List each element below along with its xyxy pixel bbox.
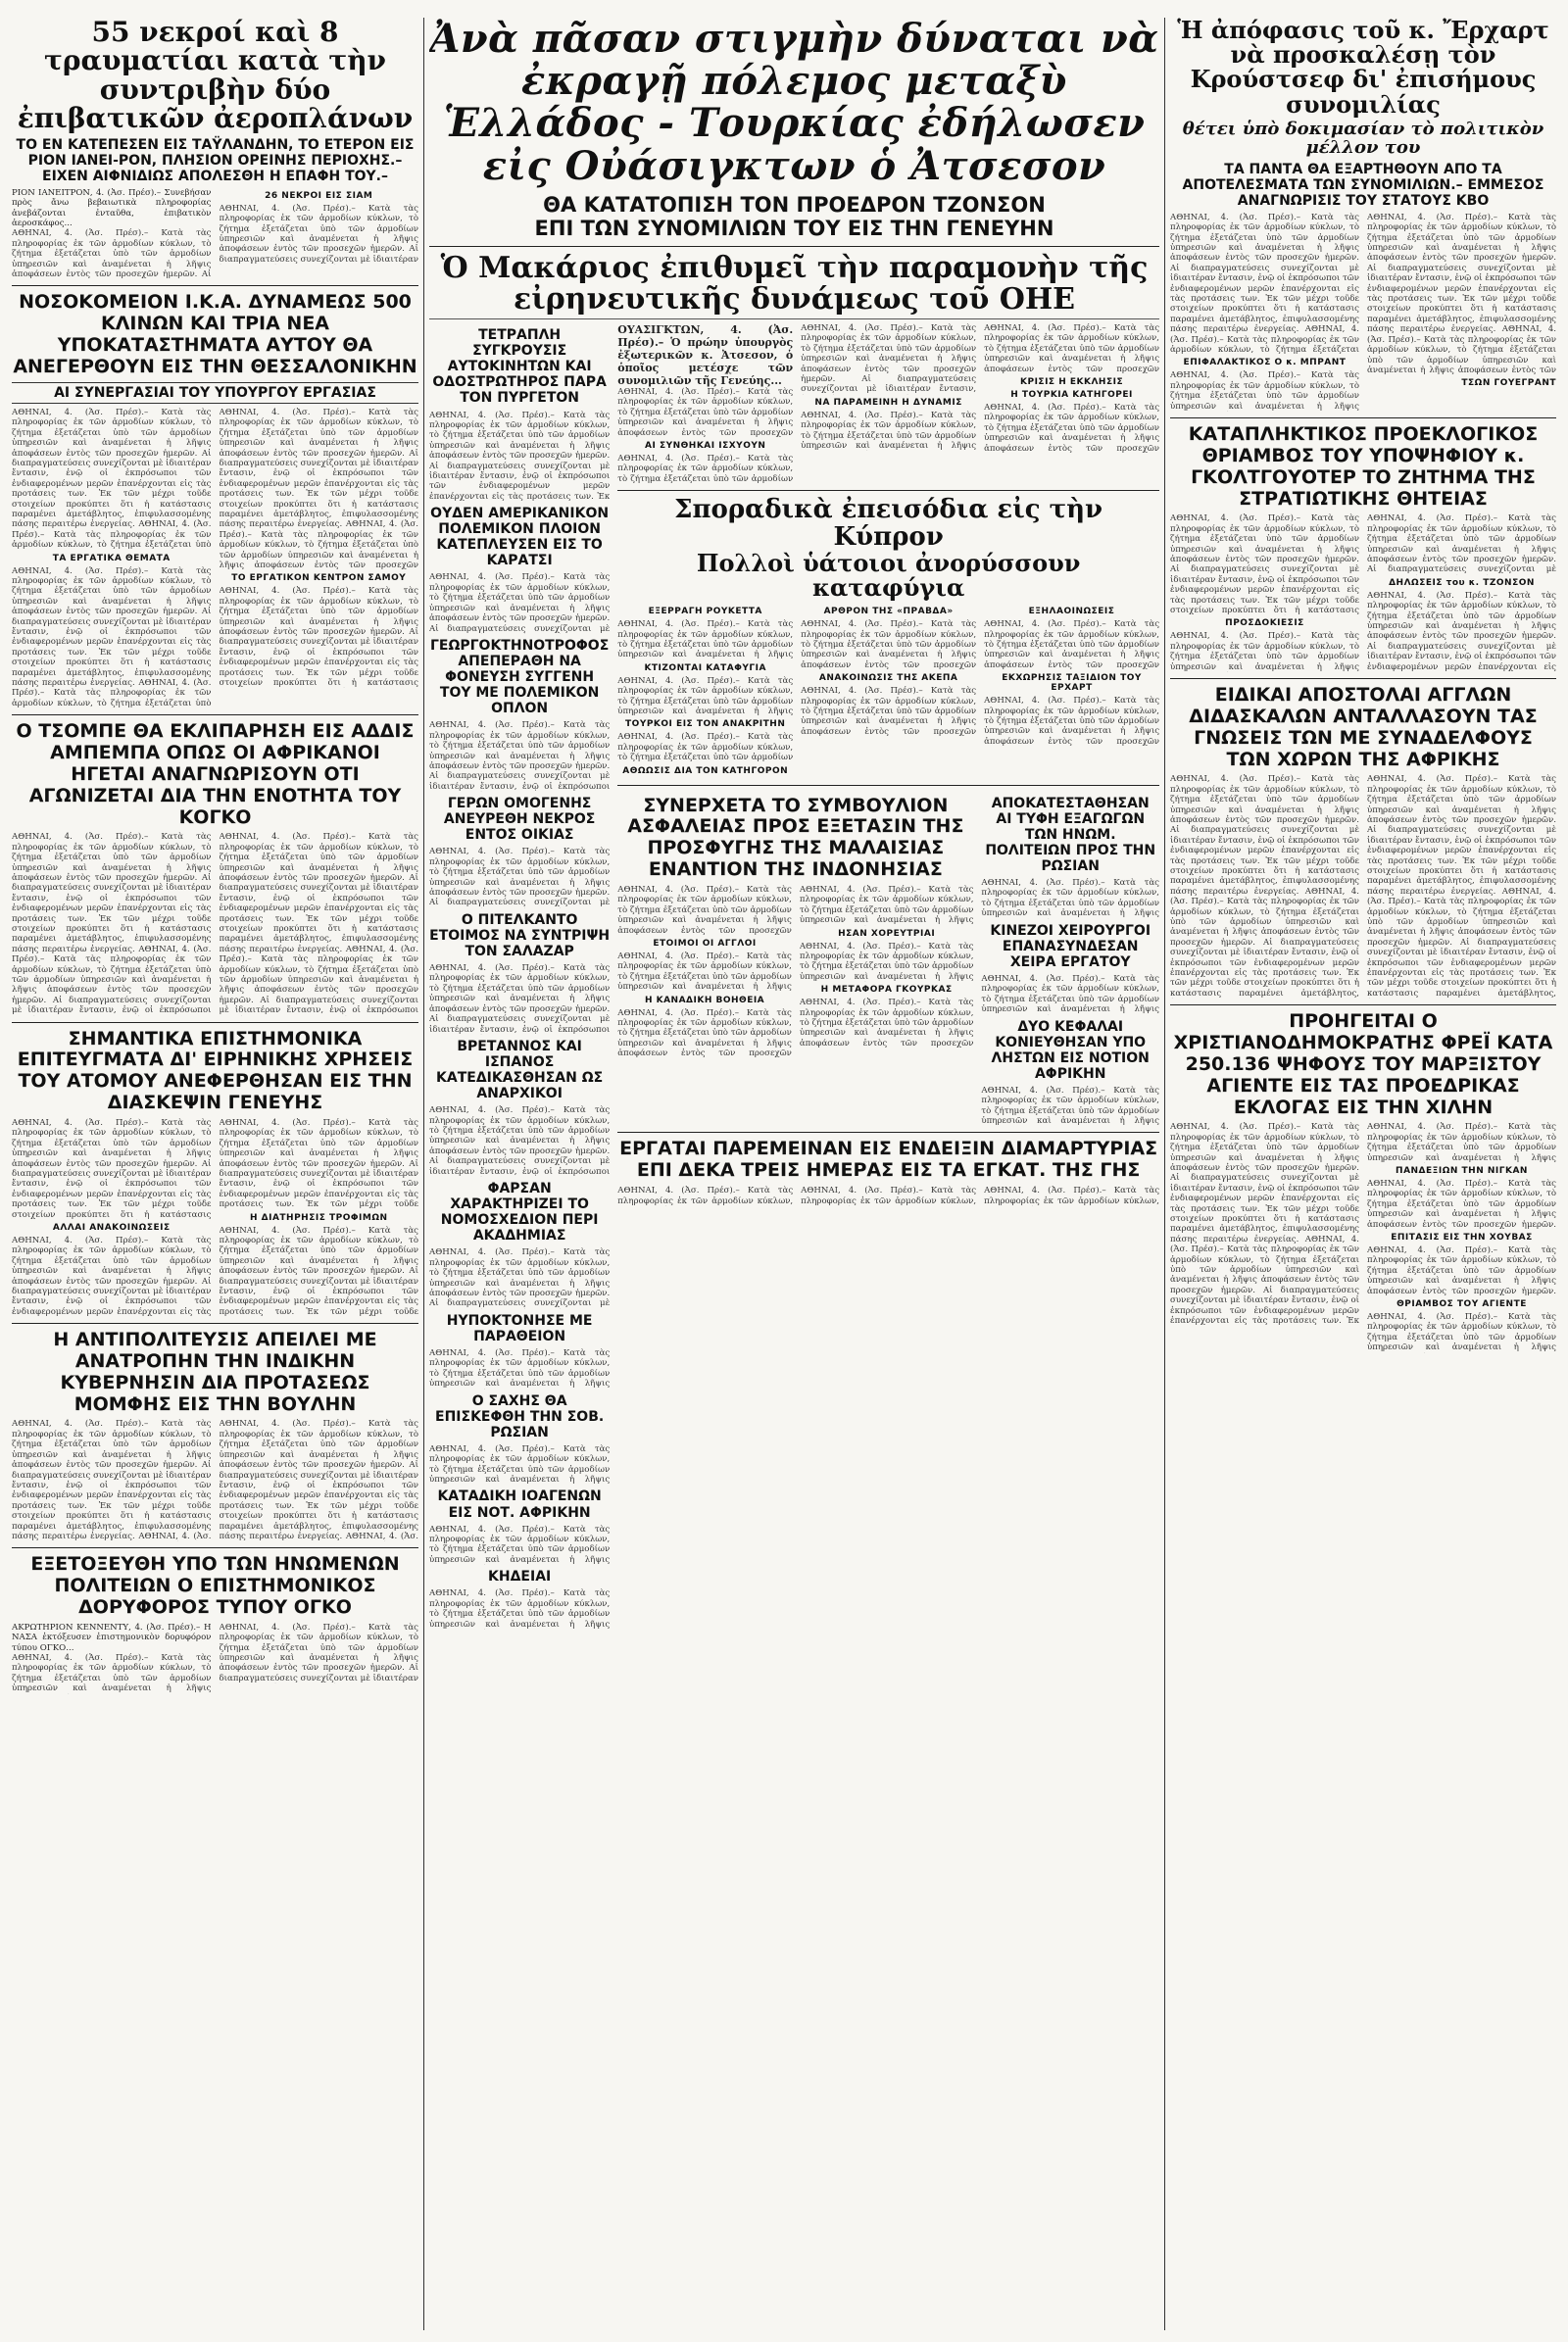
headline-india-opposition: Η ΑΝΤΙΠΟΛΙΤΕΥΣΙΣ ΑΠΕΙΛΕΙ ΜΕ ΑΝΑΤΡΟΠΗΝ ΤΗΝ ΙΝΔΙΚΗΝ ΚΥΒΕΡΝΗΣΙΝ ΔΙΑ ΠΡΟΤΑΣΕΩΣ ΜΟΜΦΗΣ ΕΙΣ ΤΗΝ ΒΟΥΛΗΝ <box>53 1329 377 1415</box>
column-left <box>12 18 418 2330</box>
article-filler: ΑΘΗΝΑΙ, 4. (Ἀσ. Πρέσ).– Κατὰ τὰς πληροφορίας ἐκ τῶν ἁρμοδίων κύκλων, τὸ ζήτημα ἐξετάζεται ὑπὸ τῶν ἀρμοδίων ὑπηρεσιῶν καὶ ἀναμένεται ἡ λῆψις ἀποφάσεων ἐντὸς τῶν προσεχῶν ἡμερῶν. Αἱ διαπραγματεύσεις συνεχίζονται μὲ ἰδιαιτέραν ἔντασιν, ἐνῷ οἱ ἐκπρόσωποι τῶν ἐνδιαφερομένων μερῶν ἐπανέρχονται εἰς τὰς προτάσεις των. Ἐκ τῶν μέχρι τοῦδε <box>219 1117 418 1210</box>
section-food-preservation: Η ΔΙΑΤΗΡΗΣΙΣ ΤΡΟΦΙΜΩΝ <box>249 1212 388 1223</box>
section-dancers: ΗΣΑΝ ΧΟΡΕΥΤΡΙΑΙ <box>838 928 936 939</box>
article-filler: ΑΘΗΝΑΙ, 4. (Ἀσ. Πρέσ).– Κατὰ τὰς πληροφορίας ἐκ τῶν ἁρμοδίων κύκλων, τὸ ζήτημα ἐξετάζεται ὑπὸ τῶν ἀρμοδίων ὑπηρεσιῶν καὶ ἀναμένεται ἡ λῆψις ἀποφάσεων ἐντὸς τῶν προσεχῶν ἡμερῶν. Αἱ διαπραγματεύσεις συνεχίζονται μὲ ἰδιαιτέραν ἔντασιν, ἐνῷ οἱ ἐκπρόσωποι τῶν ἐνδιαφερομένων μερῶν ἐπανέρχονται εἰς τὰς προτάσεις των. Ἐκ τῶν μέχρι τοῦδε στοιχείων προκύπτει ὅτι ἡ κατάστασις παραμένει ἀμετάβλητος, ἐπιφυλασσομένης πάσης περαιτέρω ἐνεργείας. ΑΘΗΝΑΙ, 4. (Ἀσ. Πρέσ).– Κατὰ τὰς πληροφορίας ἐκ τῶν ἁρμοδίων κύκλων, τὸ ζήτημα ἐξετάζεται ὑπὸ <box>12 407 212 551</box>
article-filler: ΑΘΗΝΑΙ, 4. (Ἀσ. Πρέσ).– Κατὰ τὰς πληροφορίας ἐκ τῶν ἁρμοδίων κύκλων, τὸ ζήτημα ἐξετάζεται ὑπὸ τῶν ἀρμοδίων ὑπηρεσιῶν καὶ ἀναμένεται ἡ λῆψις ἀποφάσεων ἐντὸς τῶν προσεχῶν ἡμερῶν. Αἱ διαπραγματεύσεις συνεχίζονται μὲ ἰδιαιτέραν <box>219 1622 418 1683</box>
headline-exports-russia: ΑΠΟΚΑΤΕΣΤΑΘΗΣΑΝ ΑΙ ΤΥΦΗ ΕΞΑΓΩΓΩΝ ΤΩΝ ΗΝΩΜ. ΠΟΛΙΤΕΙΩΝ ΠΡΟΣ ΤΗΝ ΡΩΣΙΑΝ <box>985 795 1156 874</box>
subhead-cyprus-shelters: Πολλοὶ ὑάτοιοι ἀνορύσσουν καταφύγια <box>696 548 1081 602</box>
section-force-stay: ΝΑ ΠΑΡΑΜΕΙΝΗ Η ΔΥΝΑΜΙΣ <box>814 397 962 408</box>
section-allende-triumph: ΘΡΙΑΜΒΟΣ ΤΟΥ ΑΓΙΕΝΤΕ <box>1396 1298 1527 1309</box>
article-filler: ΑΘΗΝΑΙ, 4. (Ἀσ. Πρέσ).– Κατὰ τὰς πληροφορίας ἐκ τῶν ἁρμοδίων κύκλων, τὸ ζήτημα ἐξετάζεται ὑπὸ τῶν ἀρμοδίων ὑπηρεσιῶν καὶ ἀναμένεται ἡ λῆψις ἀποφάσεων ἐντὸς τῶν προσεχῶν ἡμερῶν. Αἱ διαπραγματεύσεις συνεχίζονται μὲ ἰδιαιτέραν ἔντασιν, ἐνῷ οἱ ἐκπρόσωποι τῶν ἐνδιαφερομένων μερῶν ἐπανέρχονται εἰς τὰς προτάσεις των. Ἐκ τῶν μέχρι τοῦδε στοιχείων προκύπτει ὅτι ἡ κατάστασις παραμένει ἀμετάβλητος, ἐπιφυλασσομένης πάσης περαιτέρω ἐνεργείας. ΑΘΗΝΑΙ, 4. (Ἀσ. <box>12 1419 212 1541</box>
headline-old-man: ΓΕΡΩΝ ΟΜΟΓΕΝΗΣ ΑΝΕΥΡΕΘΗ ΝΕΚΡΟΣ ΕΝΤΟΣ ΟΙΚΙΑΣ <box>443 796 596 844</box>
headline-hospital: ΝΟΣΟΚΟΜΕΙΟΝ Ι.Κ.Α. ΔΥΝΑΜΕΩΣ 500 ΚΛΙΝΩΝ ΚΑΙ ΤΡΙΑ ΝΕΑ ΥΠΟΚΑΤΑΣΤΗΜΑΤΑ ΑΥΤΟΥ ΘΑ ΑΝΕΓΕΡΘΟΥΝ ΕΙΣ ΤΗΝ ΘΕΣΣΑΛΟΝΙΚΗΝ <box>13 291 417 377</box>
section-samos-center: ΤΟ ΕΡΓΑΤΙΚΟΝ ΚΕΝΤΡΟΝ ΣΑΜΟΥ <box>231 573 407 584</box>
headline-poison: ΗΥΠΟΚΤΟΝΗΣΕ ΜΕ ΠΑΡΑΘΕΙΟΝ <box>446 1312 593 1344</box>
section-brandt: ΕΠΙΦΑΛΑΚΤΙΚΟΣ Ο κ. ΜΠΡΑΝΤ <box>1183 358 1347 368</box>
center-right-subcolumn <box>617 323 1159 1630</box>
section-expectations: ΠΡΟΣΔΟΚΙΕΣΙΣ <box>1225 618 1304 629</box>
headline-shah-visit: Ο ΣΑΧΗΣ ΘΑ ΕΠΙΣΚΕΦΘΗ ΤΗΝ ΣΟΒ. ΡΩΣΙΑΝ <box>435 1392 605 1440</box>
headline-salazar: Ο ΠΙΤΕΛΚΑΝΤΟ ΕΤΟΙΜΟΣ ΝΑ ΣΥΝΤΡΙΨΗ ΤΟΝ ΣΑΛΑΖΑΡ <box>429 911 611 959</box>
headline-ogo-satellite: ΕΞΕΤΟΞΕΥΘΗ ΥΠΟ ΤΩΝ ΗΝΩΜΕΝΩΝ ΠΟΛΙΤΕΙΩΝ Ο ΕΠΙΣΤΗΜΟΝΙΚΟΣ ΔΟΡΥΦΟΡΟΣ ΤΥΠΟΥ ΟΓΚΟ <box>30 1553 400 1618</box>
center-left-subcolumn <box>429 323 610 1630</box>
article-filler: ΑΘΗΝΑΙ, 4. (Ἀσ. Πρέσ).– Κατὰ τὰς πληροφορίας ἐκ τῶν ἁρμοδίων κύκλων, <box>617 1186 794 1206</box>
article-filler: ΑΘΗΝΑΙ, 4. (Ἀσ. Πρέσ).– Κατὰ τὰς πληροφορίας ἐκ τῶν ἁρμοδίων κύκλων, τὸ ζήτημα ἐξετάζεται ὑπὸ τῶν ἀρμοδίων ὑπηρεσιῶν καὶ ἀναμένεται ἡ λῆψις <box>799 884 974 926</box>
article-filler: ΑΘΗΝΑΙ, 4. (Ἀσ. Πρέσ).– Κατὰ τὰς πληροφορίας ἐκ τῶν ἁρμοδίων κύκλων, τὸ ζήτημα ἐξετάζεται ὑπὸ τῶν ἀρμοδίων <box>617 732 794 763</box>
headline-surgeons: ΚΙΝΕΖΟΙ ΧΕΙΡΟΥΡΓΟΙ ΕΠΑΝΑΣΥΝΔΕΣΑΝ ΧΕΙΡΑ ΕΡΓΑΤΟΥ <box>990 922 1152 970</box>
section-british-ready: ΕΤΟΙΜΟΙ ΟΙ ΑΓΓΛΟΙ <box>653 938 757 949</box>
article-filler: ΑΘΗΝΑΙ, 4. (Ἀσ. Πρέσ).– Κατὰ τὰς πληροφορίας ἐκ τῶν ἁρμοδίων κύκλων, τὸ ζήτημα ἐξετάζεται ὑπὸ τῶν ἀρμοδίων ὑπηρεσιῶν καὶ ἀναμένεται ἡ λῆψις ἀποφάσεων ἐντὸς τῶν προσεχῶν ἡμερῶν. Αἱ διαπραγματεύσεις συνεχίζονται μὲ ἰδιαιτέραν ἔντασιν, ἐνῷ οἱ ἐκπρόσωποι τῶν ἐνδιαφερομένων μερῶν ἐπανέρχονται εἰς <box>1367 590 1556 672</box>
article-filler: ΑΘΗΝΑΙ, 4. (Ἀσ. Πρέσ).– Κατὰ τὰς πληροφορίας ἐκ τῶν ἁρμοδίων κύκλων, τὸ ζήτημα ἐξετάζεται ὑπὸ τῶν ἀρμοδίων ὑπηρεσιῶν καὶ ἀναμένεται ἡ λῆψις ἀποφάσεων ἐντὸς τῶν προσεχῶν <box>617 884 792 936</box>
headline-security-council: ΣΥΝΕΡΧΕΤΑ ΤΟ ΣΥΜΒΟΥΛΙΟΝ ΑΣΦΑΛΕΙΑΣ ΠΡΟΣ ΕΞΕΤΑΣΙΝ ΤΗΣ ΠΡΟΣΦΥΓΗΣ ΤΗΣ ΜΑΛΑΙΣΙΑΣ ΕΝΑΝΤΙΟΝ ΤΗΣ ΙΝΔΟΝΗΣΙΑΣ <box>627 794 964 881</box>
section-shelters: ΚΤΙΖΟΝΤΑΙ ΚΑΤΑΦΥΓΙΑ <box>644 662 766 673</box>
article-filler: ΑΘΗΝΑΙ, 4. (Ἀσ. Πρέσ).– Κατὰ τὰς πληροφορίας ἐκ τῶν ἁρμοδίων κύκλων, τὸ ζήτημα ἐξετάζεται ὑπὸ τῶν ἀρμοδίων <box>617 454 794 484</box>
article-acheson-body: ΟΥΑΣΙΓΚΤΩΝ, 4. (Ἀσ. Πρέσ).– Ὁ πρώην ὑπουργὸς ἐξωτερικῶν κ. Ἀτσεσον, ὁ ὁποῖος μετέσχε τῶν συνομιλιῶν τῆς Γενεύης... <box>617 323 794 388</box>
section-akepa: ΑΝΑΚΟΙΝΩΣΙΣ ΤΗΣ ΑΚΕΠΑ <box>818 673 958 684</box>
headline-anarchists: ΒΡΕΤΑΝΝΟΣ ΚΑΙ ΙΣΠΑΝΟΣ ΚΑΤΕΔΙΚΑΣΘΗΣΑΝ ΩΣ ΑΝΑΡΧΙΚΟΙ <box>436 1038 604 1102</box>
article-filler: ΑΘΗΝΑΙ, 4. (Ἀσ. Πρέσ).– Κατὰ τὰς πληροφορίας ἐκ τῶν ἁρμοδίων κύκλων, <box>801 1186 977 1206</box>
article-filler: ΑΘΗΝΑΙ, 4. (Ἀσ. Πρέσ).– Κατὰ τὰς πληροφορίας ἐκ τῶν ἁρμοδίων κύκλων, τὸ ζήτημα ἐξετάζεται ὑπὸ τῶν ἀρμοδίων ὑπηρεσιῶν καὶ ἀναμένεται ἡ λῆψις ἀποφάσεων ἐντὸς τῶν προσεχῶν ἡμερῶν. Αἱ διαπραγματεύσεις συνεχίζονται μὲ ἰδιαιτέραν ἔντασιν, ἐνῷ οἱ ἐκπρόσωποι τῶν ἐνδιαφερομένων μερῶν ἐπανέρχονται εἰς τὰς προτάσεις των. Ἐκ τῶν μέχρι τοῦδε στοιχείων προκύπτει ὅτι ἡ κατάστασις παραμένει ἀμετάβλητος, ἐπιφυλασσομένης πάσης περαιτέρω ἐνεργείας. ΑΘΗΝΑΙ, 4. (Ἀσ. Πρέσ).– Κατὰ τὰς πληροφορίας ἐκ τῶν ἁρμοδίων κύκλων, τὸ ζήτημα ἐξετάζεται ὑπὸ <box>12 565 212 708</box>
article-filler: ΑΘΗΝΑΙ, 4. (Ἀσ. Πρέσ).– Κατὰ τὰς πληροφορίας ἐκ τῶν ἁρμοδίων κύκλων, τὸ ζήτημα ἐξετάζεται ὑπὸ τῶν ἀρμοδίων ὑπηρεσιῶν καὶ ἀναμένεται ἡ λῆψις <box>429 1443 611 1486</box>
article-filler: ΑΘΗΝΑΙ, 4. (Ἀσ. Πρέσ).– Κατὰ τὰς πληροφορίας ἐκ τῶν ἁρμοδίων κύκλων, τὸ ζήτημα ἐξετάζεται ὑπὸ τῶν ἀρμοδίων ὑπηρεσιῶν καὶ ἀναμένεται ἡ λῆψις ἀποφάσεων ἐντὸς τῶν προσεχῶν ἡμερῶν. Αἱ διαπραγματεύσεις συνεχίζονται μὲ <box>429 572 611 634</box>
section-johnson-statements: ΔΗΛΩΣΕΙΣ του κ. ΤΖΟΝΣΟΝ <box>1389 577 1535 588</box>
article-filler: ΑΘΗΝΑΙ, 4. (Ἀσ. Πρέσ).– Κατὰ τὰς πληροφορίας ἐκ τῶν ἁρμοδίων κύκλων, τὸ ζήτημα ἐξετάζεται ὑπὸ τῶν ἀρμοδίων ὑπηρεσιῶν καὶ ἀναμένεται ἡ λῆψις ἀποφάσεων ἐντὸς τῶν προσεχῶν ἡμερῶν. Αἱ διαπραγματεύσεις συνεχίζονται μὲ ἰδιαιτέραν ἔντασιν, ἐνῷ οἱ ἐκπρόσωποι τῶν ἐνδιαφερομένων μερῶν ἐπανέρχονται εἰς τὰς προτάσεις των. Ἐκ τῶν μέχρι τοῦδε στοιχείων προκύπτει ὅτι ἡ κατάστασις παραμένει ἀμετάβλητος, ἐπιφυλασσομένης πάσης περαιτέρω ἐνεργείας. ΑΘΗΝΑΙ, 4. (Ἀσ. Πρέσ).– Κατὰ τὰς πληροφορίας ἐκ τῶν ἁρμοδίων κύκλων, τὸ ζήτημα ἐξετάζεται ὑπὸ τῶν ἀρμοδίων ὑπηρεσιῶν καὶ ἀναμένεται ἡ λῆψις ἀποφάσεων ἐντὸς τῶν προσεχῶν ἡμερῶν. Αἱ διαπραγματεύσεις συνεχίζονται μὲ ἰδιαιτέραν ἔντασιν, ἐνῷ οἱ ἐκπρόσωποι <box>12 832 212 1016</box>
article-filler: ΑΘΗΝΑΙ, 4. (Ἀσ. Πρέσ).– Κατὰ τὰς πληροφορίας ἐκ τῶν ἁρμοδίων κύκλων, τὸ ζήτημα ἐξετάζεται ὑπὸ τῶν ἀρμοδίων ὑπηρεσιῶν καὶ ἀναμένεται ἡ λῆψις ἀποφάσεων ἐντὸς τῶν προσεχῶν ἡμερῶν. Αἱ διαπραγματεύσεις συνεχίζονται μὲ ἰδιαιτέραν ἔντασιν, ἐνῷ οἱ ἐκπρόσωποι τῶν ἐνδιαφερομένων μερῶν ἐπανέρχονται εἰς τὰς προτάσεις των. Ἐκ τῶν μέχρι τοῦδε στοιχείων προκύπτει ὅτι ἡ κατάστασις παραμένει ἀμετάβλητος, ἐπιφυλασσομένης πάσης περαιτέρω ἐνεργείας. ΑΘΗΝΑΙ, 4. (Ἀσ. Πρέσ).– Κατὰ τὰς πληροφορίας ἐκ τῶν ἁρμοδίων κύκλων, τὸ ζήτημα ἐξετάζεται ὑπὸ τῶν ἀρμοδίων ὑπηρεσιῶν καὶ ἀναμένεται ἡ λῆψις ἀποφάσεων ἐντὸς τῶν <box>1367 212 1556 375</box>
section-funerals: ΚΗΔΕΙΑΙ <box>488 1569 552 1586</box>
article-filler: ΑΘΗΝΑΙ, 4. (Ἀσ. Πρέσ).– Κατὰ τὰς πληροφορίας ἐκ τῶν ἁρμοδίων κύκλων, τὸ ζήτημα ἐξετάζεται ὑπὸ τῶν ἀρμοδίων ὑπηρεσιῶν καὶ ἀναμένεται ἡ λῆψις ἀποφάσεων ἐντὸς τῶν προσεχῶν ἡμερῶν. Αἱ διαπραγματεύσεις συνεχίζονται μὲ ἰδιαιτέραν ἔντασιν, ἐνῷ οἱ ἐκπρόσωποι <box>429 720 611 792</box>
article-filler: ΑΘΗΝΑΙ, 4. (Ἀσ. Πρέσ).– Κατὰ τὰς πληροφορίας ἐκ τῶν ἁρμοδίων κύκλων, τὸ ζήτημα ἐξετάζεται ὑπὸ τῶν ἀρμοδίων ὑπηρεσιῶν καὶ ἀναμένεται ἡ λῆψις <box>1170 370 1359 412</box>
article-filler: ΑΘΗΝΑΙ, 4. (Ἀσ. Πρέσ).– Κατὰ τὰς πληροφορίας ἐκ τῶν ἁρμοδίων κύκλων, τὸ ζήτημα ἐξετάζεται ὑπὸ τῶν ἀρμοδίων ὑπηρεσιῶν καὶ ἀναμένεται ἡ λῆψις <box>429 1588 611 1630</box>
section-turkey-accuses: Η ΤΟΥΡΚΙΑ ΚΑΤΗΓΟΡΕΙ <box>1010 390 1133 401</box>
article-filler: ΑΘΗΝΑΙ, 4. (Ἀσ. Πρέσ).– Κατὰ τὰς πληροφορίας ἐκ τῶν ἁρμοδίων κύκλων, τὸ ζήτημα ἐξετάζεται ὑπὸ τῶν ἀρμοδίων ὑπηρεσιῶν καὶ ἀναμένεται ἡ λῆψις <box>1170 631 1359 672</box>
article-filler: ΑΘΗΝΑΙ, 4. (Ἀσ. Πρέσ).– Κατὰ τὰς πληροφορίας ἐκ τῶν ἁρμοδίων κύκλων, τὸ ζήτημα ἐξετάζεται ὑπὸ τῶν ἀρμοδίων ὑπηρεσιῶν καὶ ἀναμένεται ἡ λῆψις ἀποφάσεων ἐντὸς τῶν προσεχῶν ἡμερῶν. Αἱ διαπραγματεύσεις συνεχίζονται μὲ ἰδιαιτέραν ἔντασιν, <box>801 323 977 395</box>
headline-workers-protest: ΕΡΓΑΤΑΙ ΠΑΡΕΜΕΙΝΑΝ ΕΙΣ ΕΝΔΕΙΞΙΝ ΔΙΑΜΑΡΤΥΡΙΑΣ ΕΠΙ ΔΕΚΑ ΤΡΕΙΣ ΗΜΕΡΑΣ ΕΙΣ ΤΑ ΕΓΚΑΤ. ΤΗΣ ΓΗΣ <box>619 1138 1158 1182</box>
article-filler: ΑΘΗΝΑΙ, 4. (Ἀσ. Πρέσ).– Κατὰ τὰς πληροφορίας ἐκ τῶν ἁρμοδίων κύκλων, τὸ ζήτημα ἐξετάζεται ὑπὸ τῶν ἀρμοδίων ὑπηρεσιῶν καὶ ἀναμένεται ἡ λῆψις <box>12 1653 212 1694</box>
article-filler: ΑΘΗΝΑΙ, 4. (Ἀσ. Πρέσ).– Κατὰ τὰς πληροφορίας ἐκ τῶν ἁρμοδίων κύκλων, τὸ ζήτημα ἐξετάζεται ὑπὸ τῶν ἀρμοδίων ὑπηρεσιῶν καὶ ἀναμένεται ἡ λῆψις ἀποφάσεων ἐντὸς τῶν προσεχῶν <box>801 619 977 670</box>
byline-wegrant: ΤΣΩΝ ΓΟΥΕΓΡΑΝΤ <box>1461 378 1556 389</box>
headline-academy-bill: ΦΑΡΣΑΝ ΧΑΡΑΚΤΗΡΙΖΕΙ ΤΟ ΝΟΜΟΣΧΕΔΙΟΝ ΠΕΡΙ ΑΚΑΔΗΜΙΑΣ <box>440 1181 599 1244</box>
column-rule <box>1164 18 1165 2330</box>
article-filler: ΑΘΗΝΑΙ, 4. (Ἀσ. Πρέσ).– Κατὰ τὰς πληροφορίας ἐκ τῶν ἁρμοδίων κύκλων, τὸ ζήτημα ἐξετάζεται ὑπὸ τῶν ἀρμοδίων ὑπηρεσιῶν καὶ ἀναμένεται ἡ λῆψις ἀποφάσεων ἐντὸς τῶν προσεχῶν ἡμερῶν. Αἱ διαπραγματεύσεις συνεχίζονται μὲ ἰδιαιτέραν ἔντασιν, ἐνῷ οἱ ἐκπρόσωποι <box>429 963 611 1035</box>
article-filler: ΑΘΗΝΑΙ, 4. (Ἀσ. Πρέσ).– Κατὰ τὰς πληροφορίας ἐκ τῶν ἁρμοδίων κύκλων, τὸ ζήτημα ἐξετάζεται ὑπὸ τῶν ἀρμοδίων ὑπηρεσιῶν καὶ ἀναμένεται ἡ λῆψις ἀποφάσεων ἐντὸς τῶν προσεχῶν ἡμερῶν. Αἱ διαπραγματεύσεις συνεχίζονται μὲ ἰδιαιτέραν ἔντασιν, ἐνῷ οἱ ἐκπρόσωποι τῶν ἐνδιαφερομένων μερῶν ἐπανέρχονται εἰς τὰς προτάσεις των. Ἐκ τῶν μέχρι τοῦδε στοιχείων προκύπτει ὅτι ἡ κατάστασις <box>12 1117 212 1220</box>
article-filler: ΑΘΗΝΑΙ, 4. (Ἀσ. Πρέσ).– Κατὰ τὰς πληροφορίας ἐκ τῶν ἁρμοδίων κύκλων, τὸ ζήτημα ἐξετάζεται ὑπὸ τῶν ἀρμοδίων ὑπηρεσιῶν καὶ ἀναμένεται ἡ λῆψις ἀποφάσεων ἐντὸς τῶν προσεχῶν ἡμερῶν. Αἱ διαπραγματεύσεις συνεχίζονται μὲ <box>1367 513 1556 575</box>
section-labor-issues: ΤΑ ΕΡΓΑΤΙΚΑ ΘΕΜΑΤΑ <box>52 553 171 563</box>
article-filler: ΑΘΗΝΑΙ, 4. (Ἀσ. Πρέσ).– Κατὰ τὰς πληροφορίας ἐκ τῶν ἁρμοδίων κύκλων, τὸ ζήτημα ἐξετάζεται ὑπὸ τῶν ἀρμοδίων ὑπηρεσιῶν καὶ ἀναμένεται ἡ λῆψις ἀποφάσεων ἐντὸς τῶν προσεχῶν ἡμερῶν. Αἱ διαπραγματεύσεις συνεχίζονται μὲ ἰδιαιτέραν ἔντασιν, ἐνῷ οἱ ἐκπρόσωποι τῶν ἐνδιαφερομένων μερῶν ἐπανέρχονται εἰς τὰς προτάσεις των. Ἐκ τῶν μέχρι τοῦδε στοιχείων προκύπτει ὅτι ἡ κατάστασις παραμένει ἀμετάβλητος, ἐπιφυλασσομένης πάσης περαιτέρω ἐνεργείας. ΑΘΗΝΑΙ, 4. (Ἀσ. Πρέσ).– Κατὰ τὰς πληροφορίας ἐκ τῶν ἁρμοδίων κύκλων, τὸ ζήτημα ἐξετάζεται ὑπὸ τῶν ἀρμοδίων ὑπηρεσιῶν καὶ ἀναμένεται ἡ λῆψις ἀποφάσεων ἐντὸς τῶν προσεχῶν <box>219 407 418 571</box>
article-ogo-body: ΑΚΡΩΤΗΡΙΟΝ ΚΕΝΝΕΝΤΥ, 4. (Ἀσ. Πρέσ).– Η ΝΑΣΑ ἐκτόξευσεν ἐπιστημονικὸν δορυφόρον τύπου ΟΓΚΟ... <box>12 1622 212 1653</box>
headline-farmer: ΓΕΩΡΓΟΚΤΗΝΟΤΡΟΦΟΣ ΑΠΕΠΕΡΑΘΗ ΝΑ ΦΟΝΕΥΣΗ ΣΥΓΓΕΝΗ ΤΟΥ ΜΕ ΠΟΛΕΜΙΚΟΝ ΟΠΛΟΝ <box>429 637 610 717</box>
headline-south-africa: ΔΥΟ ΚΕΦΑΛΑΙ ΚΟΝΙΕΥΘΗΣΑΝ ΥΠΟ ΛΗΣΤΩΝ ΕΙΣ ΝΟΤΙΟΝ ΑΦΡΙΚΗΝ <box>991 1018 1150 1082</box>
article-filler: ΑΘΗΝΑΙ, 4. (Ἀσ. Πρέσ).– Κατὰ τὰς πληροφορίας ἐκ τῶν ἁρμοδίων κύκλων, τὸ ζήτημα ἐξετάζεται ὑπὸ τῶν ἀρμοδίων ὑπηρεσιῶν καὶ ἀναμένεται ἡ λῆψις ἀποφάσεων ἐντὸς τῶν προσεχῶν ἡμερῶν. Αἱ διαπραγματεύσεις συνεχίζονται μὲ ἰδιαιτέραν ἔντασιν, ἐνῷ οἱ ἐκπρόσωποι τῶν ἐνδιαφερομένων μερῶν ἐπανέρχονται εἰς τὰς προτάσεις των. Ἐκ τῶν μέχρι τοῦδε στοιχείων προκύπτει ὅτι ἡ κατάστασις παραμένει ἀμετάβλητος, ἐπιφυλασσομένης πάσης περαιτέρω ἐνεργείας. ΑΘΗΝΑΙ, 4. (Ἀσ. Πρέσ).– Κατὰ τὰς πληροφορίας ἐκ τῶν ἁρμοδίων κύκλων, τὸ ζήτημα ἐξετάζεται ὑπὸ τῶν ἀρμοδίων ὑπηρεσιῶν καὶ ἀναμένεται ἡ λῆψις ἀποφάσεων ἐντὸς τῶν προσεχῶν ἡμερῶν. Αἱ διαπραγματεύσεις συνεχίζονται μὲ ἰδιαιτέραν ἔντασιν, ἐνῷ οἱ ἐκπρόσωποι τῶν ἐνδιαφερομένων μερῶν ἐπανέρχονται εἰς τὰς προτάσεις των. Ἐκ τῶν μέχρι τοῦδε στοιχείων προκύπτει ὅτι ἡ κατάστασις παραμένει ἀμετάβλητος, <box>1367 774 1556 999</box>
section-pravda: ΑΡΘΡΟΝ ΤΗΣ «ΠΡΑΒΔΑ» <box>823 607 954 617</box>
column-center <box>429 18 1159 2330</box>
article-filler: ΑΘΗΝΑΙ, 4. (Ἀσ. Πρέσ).– Κατὰ τὰς πληροφορίας ἐκ τῶν ἁρμοδίων κύκλων, τὸ ζήτημα ἐξετάζεται ὑπὸ τῶν ἀρμοδίων ὑπηρεσιῶν καὶ ἀναμένεται ἡ λῆψις ἀποφάσεων ἐντὸς τῶν προσεχῶν ἡμερῶν. Αἱ διαπραγματεύσεις συνεχίζονται μὲ ἰδιαιτέραν ἔντασιν, ἐνῷ οἱ ἐκπρόσωποι τῶν ἐνδιαφερομένων μερῶν ἐπανέρχονται εἰς τὰς προτάσεις των. Ἐκ τῶν μέχρι τοῦδε στοιχείων προκύπτει ὅτι ἡ κατάστασις <box>1170 513 1359 616</box>
column-rule <box>423 18 424 2330</box>
article-filler: ΑΘΗΝΑΙ, 4. (Ἀσ. Πρέσ).– Κατὰ τὰς πληροφορίας ἐκ τῶν ἁρμοδίων κύκλων, τὸ ζήτημα ἐξετάζεται ὑπὸ τῶν ἀρμοδίων ὑπηρεσιῶν καὶ ἀναμένεται ἡ λῆψις ἀποφάσεων ἐντὸς τῶν προσεχῶν ἡμερῶν. Αἱ διαπραγματεύσεις συνεχίζονται μὲ ἰδιαιτέραν ἔντασιν, ἐνῷ οἱ ἐκπρόσωποι τῶν ἐνδιαφερομένων μερῶν ἐπανέρχονται εἰς τὰς προτάσεις των. Ἐκ τῶν μέχρι τοῦδε στοιχείων προκύπτει ὅτι ἡ κατάστασις <box>219 586 418 688</box>
article-filler: ΑΘΗΝΑΙ, 4. (Ἀσ. Πρέσ).– Κατὰ τὰς πληροφορίας ἐκ τῶν ἁρμοδίων κύκλων, τὸ ζήτημα ἐξετάζεται ὑπὸ τῶν ἀρμοδίων ὑπηρεσιῶν καὶ ἀναμένεται ἡ λῆψις ἀποφάσεων ἐντὸς τῶν προσεχῶν <box>984 696 1159 747</box>
article-filler: ΑΘΗΝΑΙ, 4. (Ἀσ. Πρέσ).– Κατὰ τὰς πληροφορίας ἐκ τῶν ἁρμοδίων κύκλων, τὸ ζήτημα ἐξετάζεται ὑπὸ τῶν ἀρμοδίων ὑπηρεσιῶν καὶ ἀναμένεται ἡ λῆψις ἀποφάσεων ἐντὸς τῶν προσεχῶν ἡμερῶν. Αἱ διαπραγματεύσεις συνεχίζονται μὲ ἰδιαιτέραν ἔντασιν, ἐνῷ οἱ ἐκπρόσωποι τῶν ἐνδιαφερομένων μερῶν ἐπανέρχονται εἰς τὰς προτάσεις των. Ἐκ τῶν μέχρι τοῦδε <box>219 1225 418 1317</box>
headline-sa-conviction: ΚΑΤΑΔΙΚΗ ΙΟΑΓΕΝΩΝ ΕΙΣ ΝΟΤ. ΑΦΡΙΚΗΝ <box>437 1488 602 1521</box>
article-filler: ΑΘΗΝΑΙ, 4. (Ἀσ. Πρέσ).– Κατὰ τὰς πληροφορίας ἐκ τῶν ἁρμοδίων κύκλων, <box>984 1186 1159 1206</box>
headline-erhard-khrushchev: Ἡ ἀπόφασις τοῦ κ. Ἔρχαρτ νὰ προσκαλέσῃ τὸν Κρούστσεφ δι' ἐπισήμους συνομιλίας <box>1177 18 1549 119</box>
article-plane-crash-body: ΡΙΟΝ ΙΑΝΕΙΤΡΟΝ, 4. (Ἀσ. Πρέσ).– Συνεβήσαν πρὸς ἄνω βεβαιωτικὰ πληροφορίας ἀνεβάζονται ἐνταῦθα, ἐπιβατικὸν ἀεροσκάφος... <box>12 187 212 229</box>
section-chouvas: ΕΠΙΤΑΣΙΣ ΕΙΣ ΤΗΝ ΧΟΥΒΑΣ <box>1391 1232 1533 1243</box>
article-filler: ΑΘΗΝΑΙ, 4. (Ἀσ. Πρέσ).– Κατὰ τὰς πληροφορίας ἐκ τῶν ἁρμοδίων κύκλων, τὸ ζήτημα ἐξετάζεται ὑπὸ τῶν ἀρμοδίων ὑπηρεσιῶν καὶ ἀναμένεται ἡ λῆψις ἀποφάσεων ἐντὸς τῶν προσεχῶν ἡμερῶν. Αἱ διαπραγματεύσεις συνεχίζονται μὲ <box>429 1247 611 1309</box>
headline-atom-geneva: ΣΗΜΑΝΤΙΚΑ ΕΠΙΣΤΗΜΟΝΙΚΑ ΕΠΙΤΕΥΓΜΑΤΑ ΔΙ' ΕΙΡΗΝΙΚΗΣ ΧΡΗΣΕΙΣ ΤΟΥ ΑΤΟΜΟΥ ΑΝΕΦΕΡΘΗΣΑΝ ΕΙΣ ΤΗΝ ΔΙΑΣΚΕΨΙΝ ΓΕΝΕΥΗΣ <box>17 1027 414 1114</box>
headline-chile-election: ΠΡΟΗΓΕΙΤΑΙ Ο ΧΡΙΣΤΙΑΝΟΔΗΜΟΚΡΑΤΗΣ ΦΡΕΪ ΚΑΤΑ 250.136 ΨΗΦΟΥΣ ΤΟΥ ΜΑΡΞΙΣΤΟΥ ΑΓΙΕΝΤΕ ΕΙΣ ΤΑΣ ΠΡΟΕΔΡΙΚΑΣ ΕΚΛΟΓΑΣ ΕΙΣ ΤΗΝ ΧΙΛΗΝ <box>1173 1010 1553 1118</box>
section-erhard-trip: ΕΚΧΩΡΗΣΙΣ ΤΑΞΙΔΙΟΝ ΤΟΥ ΕΡΧΑΡΤ <box>1002 673 1142 694</box>
article-filler: ΑΘΗΝΑΙ, 4. (Ἀσ. Πρέσ).– Κατὰ τὰς πληροφορίας ἐκ τῶν ἁρμοδίων κύκλων, τὸ ζήτημα ἐξετάζεται ὑπὸ τῶν ἀρμοδίων ὑπηρεσιῶν καὶ ἀναμένεται ἡ λῆψις ἀποφάσεων ἐντὸς τῶν προσεχῶν ἡμερῶν. <box>1367 1178 1556 1230</box>
article-filler: ΑΘΗΝΑΙ, 4. (Ἀσ. Πρέσ).– Κατὰ τὰς πληροφορίας ἐκ τῶν ἁρμοδίων κύκλων, τὸ ζήτημα ἐξετάζεται ὑπὸ τῶν ἀρμοδίων ὑπηρεσιῶν καὶ ἀναμένεται ἡ λῆψις ἀποφάσεων ἐντὸς τῶν προσεχῶν ἡμερῶν. Αἱ διαπραγματεύσεις συνεχίζονται μὲ ἰδιαιτέραν ἔντασιν, ἐνῷ οἱ ἐκπρόσωποι τῶν ἐνδιαφερομένων μερῶν ἐπανέρχονται εἰς τὰς <box>12 1235 212 1317</box>
article-filler: ΑΘΗΝΑΙ, 4. (Ἀσ. Πρέσ).– Κατὰ τὰς πληροφορίας ἐκ τῶν ἁρμοδίων κύκλων, τὸ ζήτημα ἐξετάζεται ὑπὸ τῶν ἀρμοδίων ὑπηρεσιῶν καὶ ἀναμένεται ἡ λῆψις <box>981 973 1159 1015</box>
headline-goldwater: ΚΑΤΑΠΛΗΚΤΙΚΟΣ ΠΡΟΕΚΛΟΓΙΚΟΣ ΘΡΙΑΜΒΟΣ ΤΟΥ ΥΠΟΨΗΦΙΟΥ κ. ΓΚΟΛΤΓΟΥΟΤΕΡ ΤΟ ΖΗΤΗΜΑ ΤΗΣ ΣΤΡΑΤΙΩΤΙΚΗΣ ΘΗΤΕΙΑΣ <box>1188 423 1539 510</box>
headline-plane-crash: 55 νεκροί καὶ 8 τραυματίαι κατὰ τὴν συντριβὴν δύο ἐπιβατικῶν ἀεροπλάνων <box>17 18 414 135</box>
headline-karachi-ship: ΟΥΔΕΝ ΑΜΕΡΙΚΑΝΙΚΟΝ ΠΟΛΕΜΙΚΟΝ ΠΛΟΙΟΝ ΚΑΤΕΠΛΕΥΣΕΝ ΕΙΣ ΤΟ ΚΑΡΑΤΣΙ <box>430 506 610 569</box>
article-filler: ΑΘΗΝΑΙ, 4. (Ἀσ. Πρέσ).– Κατὰ τὰς πληροφορίας ἐκ τῶν ἁρμοδίων κύκλων, τὸ ζήτημα ἐξετάζεται ὑπὸ τῶν ἀρμοδίων ὑπηρεσιῶν καὶ ἀναμένεται ἡ λῆψις <box>617 675 794 716</box>
subhead-plane-crash: ΤΟ ΕΝ ΚΑΤΕΠΕΣΕΝ ΕΙΣ ΤΑΫΛΑΝΔΗΝ, ΤΟ ΕΤΕΡΟΝ ΕΙΣ ΡΙΟΝ ΙΑΝΕΙ-ΡΟΝ, ΠΛΗΣΙΟΝ ΟΡΕΙΝΗΣ ΠΕΡΙΟΧΗΣ.– ΕΙΧΕΝ ΑΙΦΝΙΔΙΩΣ ΑΠΟΛΕΣΘΗ Η ΕΠΑΦΗ ΤΟΥ.– <box>16 136 415 184</box>
article-filler: ΑΘΗΝΑΙ, 4. (Ἀσ. Πρέσ).– Κατὰ τὰς πληροφορίας ἐκ τῶν ἁρμοδίων κύκλων, τὸ ζήτημα ἐξετάζεται ὑπὸ τῶν ἀρμοδίων ὑπηρεσιῶν καὶ ἀναμένεται ἡ λῆψις <box>799 941 974 982</box>
article-filler: ΑΘΗΝΑΙ, 4. (Ἀσ. Πρέσ).– Κατὰ τὰς πληροφορίας ἐκ τῶν ἁρμοδίων κύκλων, τὸ ζήτημα ἐξετάζεται ὑπὸ τῶν ἀρμοδίων ὑπηρεσιῶν καὶ ἀναμένεται ἡ λῆψις <box>617 619 794 660</box>
subhead-erhard-future: θέτει ὑπὸ δοκιμασίαν τὸ πολιτικὸν μέλλον του <box>1182 118 1544 158</box>
section-canadian-aid: Η ΚΑΝΑΔΙΚΗ ΒΟΗΘΕΙΑ <box>644 995 765 1005</box>
article-filler: ΑΘΗΝΑΙ, 4. (Ἀσ. Πρέσ).– Κατὰ τὰς πληροφορίας ἐκ τῶν ἁρμοδίων κύκλων, τὸ ζήτημα ἐξετάζεται ὑπὸ τῶν ἀρμοδίων ὑπηρεσιῶν καὶ ἀναμένεται ἡ λῆψις <box>617 951 792 993</box>
subhead-labor-minister: ΑΙ ΣΥΝΕΡΓΑΣΙΑΙ ΤΟΥ ΥΠΟΥΡΓΟΥ ΕΡΓΑΣΙΑΣ <box>12 382 418 404</box>
headline-cyprus-incidents: Σποραδικὰ ἐπεισόδια εἰς τὴν Κύπρον <box>674 495 1103 552</box>
article-filler: ΑΘΗΝΑΙ, 4. (Ἀσ. Πρέσ).– Κατὰ τὰς πληροφορίας ἐκ τῶν ἁρμοδίων κύκλων, τὸ ζήτημα ἐξετάζεται ὑπὸ τῶν ἀρμοδίων ὑπηρεσιῶν καὶ ἀναμένεται ἡ λῆψις ἀποφάσεων ἐντὸς τῶν προσεχῶν <box>984 323 1159 374</box>
article-filler: ΑΘΗΝΑΙ, 4. (Ἀσ. Πρέσ).– Κατὰ τὰς πληροφορίας ἐκ τῶν ἁρμοδίων κύκλων, τὸ ζήτημα ἐξετάζεται ὑπὸ τῶν ἀρμοδίων ὑπηρεσιῶν καὶ ἀναμένεται ἡ λῆψις <box>429 1348 611 1390</box>
article-filler: ΑΘΗΝΑΙ, 4. (Ἀσ. Πρέσ).– Κατὰ τὰς πληροφορίας ἐκ τῶν ἁρμοδίων κύκλων, τὸ ζήτημα ἐξετάζεται ὑπὸ τῶν ἀρμοδίων ὑπηρεσιῶν καὶ ἀναμένεται ἡ λῆψις ἀποφάσεων ἐντὸς τῶν προσεχῶν ἡμερῶν. Αἱ διαπραγματεύσεις συνεχίζονται μὲ ἰδιαιτέραν ἔντασιν, ἐνῷ οἱ ἐκπρόσωποι τῶν ἐνδιαφερομένων μερῶν ἐπανέρχονται εἰς τὰς προτάσεις των. Ἐκ τῶν μέχρι τοῦδε στοιχείων προκύπτει ὅτι ἡ κατάστασις παραμένει ἀμετάβλητος, ἐπιφυλασσομένης πάσης περαιτέρω ἐνεργείας. ΑΘΗΝΑΙ, 4. (Ἀσ. Πρέσ).– Κατὰ τὰς πληροφορίας ἐκ τῶν ἁρμοδίων κύκλων, τὸ ζήτημα ἐξετάζεται ὑπὸ τῶν ἀρμοδίων ὑπηρεσιῶν καὶ ἀναμένεται ἡ λῆψις ἀποφάσεων ἐντὸς τῶν προσεχῶν ἡμερῶν. Αἱ διαπραγματεύσεις συνεχίζονται μὲ ἰδιαιτέραν ἔντασιν, ἐνῷ οἱ ἐκπρόσωποι τῶν ἐνδιαφερομένων μερῶν ἐπανέρχονται εἰς τὰς προτάσεις των. Ἐκ τῶν μέχρι τοῦδε στοιχείων προκύπτει ὅτι ἡ κατάστασις παραμένει ἀμετάβλητος, <box>1170 774 1359 999</box>
article-filler: ΑΘΗΝΑΙ, 4. (Ἀσ. Πρέσ).– Κατὰ τὰς πληροφορίας ἐκ τῶν ἁρμοδίων κύκλων, τὸ ζήτημα ἐξετάζεται ὑπὸ τῶν ἀρμοδίων ὑπηρεσιῶν καὶ ἀναμένεται ἡ λῆψις ἀποφάσεων ἐντὸς τῶν προσεχῶν <box>984 403 1159 454</box>
article-filler: ΑΘΗΝΑΙ, 4. (Ἀσ. Πρέσ).– Κατὰ τὰς πληροφορίας ἐκ τῶν ἁρμοδίων κύκλων, τὸ ζήτημα ἐξετάζεται ὑπὸ τῶν ἀρμοδίων ὑπηρεσιῶν καὶ ἀναμένεται ἡ λῆψις ἀποφάσεων ἐντὸς τῶν προσεχῶν ἡμερῶν. Αἱ διαπραγματεύσεις συνεχίζονται μὲ ἰδιαιτέραν ἔντασιν, ἐνῷ οἱ ἐκπρόσωποι τῶν ἐνδιαφερομένων μερῶν ἐπανέρχονται εἰς τὰς προτάσεις των. Ἐκ τῶν μέχρι τοῦδε στοιχείων προκύπτει ὅτι ἡ κατάστασις παραμένει ἀμετάβλητος, ἐπιφυλασσομένης πάσης περαιτέρω ἐνεργείας. ΑΘΗΝΑΙ, 4. (Ἀσ. Πρέσ).– Κατὰ τὰς πληροφορίας ἐκ τῶν ἁρμοδίων κύκλων, τὸ ζήτημα ἐξετάζεται ὑπὸ τῶν ἀρμοδίων ὑπηρεσιῶν καὶ ἀναμένεται ἡ λῆψις ἀποφάσεων ἐντὸς τῶν προσεχῶν ἡμερῶν. Αἱ διαπραγματεύσεις συνεχίζονται μὲ ἰδιαιτέραν ἔντασιν, ἐνῷ οἱ ἐκπρόσωποι τῶν ἐνδιαφερομένων μερῶν ἐπανέρχονται εἰς τὰς προτάσεις των. Ἐκ <box>1170 1122 1359 1327</box>
article-filler: ΑΘΗΝΑΙ, 4. (Ἀσ. Πρέσ).– Κατὰ τὰς πληροφορίας ἐκ τῶν ἁρμοδίων κύκλων, τὸ ζήτημα ἐξετάζεται ὑπὸ τῶν ἀρμοδίων ὑπηρεσιῶν καὶ ἀναμένεται ἡ λῆψις ἀποφάσεων ἐντὸς τῶν προσεχῶν ἡμερῶν. Αἱ διαπραγματεύσεις συνεχίζονται μὲ <box>429 847 611 908</box>
column-right <box>1170 18 1556 2330</box>
article-filler: ΑΘΗΝΑΙ, 4. (Ἀσ. Πρέσ).– Κατὰ τὰς πληροφορίας ἐκ τῶν ἁρμοδίων κύκλων, τὸ ζήτημα ἐξετάζεται ὑπὸ τῶν ἀρμοδίων ὑπηρεσιῶν καὶ ἀναμένεται ἡ λῆψις ἀποφάσεων ἐντὸς τῶν προσεχῶν <box>799 998 974 1049</box>
article-filler: ΑΘΗΝΑΙ, 4. (Ἀσ. Πρέσ).– Κατὰ τὰς πληροφορίας ἐκ τῶν ἁρμοδίων κύκλων, τὸ ζήτημα ἐξετάζεται ὑπὸ τῶν ἀρμοδίων ὑπηρεσιῶν καὶ ἀναμένεται ἡ λῆψις <box>1367 1122 1556 1163</box>
article-filler: ΑΘΗΝΑΙ, 4. (Ἀσ. Πρέσ).– Κατὰ τὰς πληροφορίας ἐκ τῶν ἁρμοδίων κύκλων, τὸ ζήτημα ἐξετάζεται ὑπὸ τῶν ἀρμοδίων ὑπηρεσιῶν καὶ ἀναμένεται ἡ λῆψις ἀποφάσεων ἐντὸς τῶν προσεχῶν ἡμερῶν. Αἱ διαπραγματεύσεις συνεχίζονται μὲ ἰδιαιτέραν <box>219 203 418 265</box>
section-gurkha: Η ΜΕΤΑΦΟΡΑ ΓΚΟΥΡΚΑΣ <box>820 985 953 996</box>
headline-makarios-un: Ὁ Μακάριος ἐπιθυμεῖ τὴν παραμονὴν τῆς εἰρηνευτικῆς δυνάμεως τοῦ ΟΗΕ <box>440 251 1149 317</box>
article-filler: ΑΘΗΝΑΙ, 4. (Ἀσ. Πρέσ).– Κατὰ τὰς πληροφορίας ἐκ τῶν ἁρμοδίων κύκλων, τὸ ζήτημα ἐξετάζεται ὑπὸ τῶν ἀρμοδίων ὑπηρεσιῶν καὶ ἀναμένεται ἡ λῆψις ἀποφάσεων ἐντὸς τῶν προσεχῶν ἡμερῶν. Αἱ διαπραγματεύσεις συνεχίζονται μὲ ἰδιαιτέραν ἔντασιν, ἐνῷ οἱ ἐκπρόσωποι τῶν ἐνδιαφερομένων μερῶν ἐπανέρχονται εἰς τὰς προτάσεις των. Ἐκ τῶν μέχρι τοῦδε στοιχείων προκύπτει ὅτι ἡ κατάστασις παραμένει ἀμετάβλητος, ἐπιφυλασσομένης πάσης περαιτέρω ἐνεργείας. ΑΘΗΝΑΙ, 4. (Ἀσ. <box>219 1419 418 1541</box>
section-nigkan: ΠΑΝΔΕΞΙΩΝ ΤΗΝ ΝΙΓΚΑΝ <box>1396 1165 1528 1176</box>
article-filler: ΑΘΗΝΑΙ, 4. (Ἀσ. Πρέσ).– Κατὰ τὰς πληροφορίας ἐκ τῶν ἁρμοδίων κύκλων, τὸ ζήτημα ἐξετάζεται ὑπὸ τῶν ἀρμοδίων ὑπηρεσιῶν καὶ ἀναμένεται ἡ λῆψις <box>429 1524 611 1565</box>
headline-car-crash: ΤΕΤΡΑΠΛΗ ΣΥΓΚΡΟΥΣΙΣ ΑΥΤΟΚΙΝΗΤΩΝ ΚΑΙ ΟΔΟΣΤΡΩΤΗΡΟΣ ΠΑΡΑ ΤΟΝ ΠΥΡΓΕΤΟΝ <box>432 327 607 407</box>
article-filler: ΑΘΗΝΑΙ, 4. (Ἀσ. Πρέσ).– Κατὰ τὰς πληροφορίας ἐκ τῶν ἁρμοδίων κύκλων, τὸ ζήτημα ἐξετάζεται ὑπὸ τῶν ἀρμοδίων ὑπηρεσιῶν καὶ ἀναμένεται ἡ λῆψις ἀποφάσεων ἐντὸς τῶν προσεχῶν <box>984 619 1159 670</box>
section-siam: 26 ΝΕΚΡΟΙ ΕΙΣ ΣΙΑΜ <box>265 190 373 201</box>
article-filler: ΑΘΗΝΑΙ, 4. (Ἀσ. Πρέσ).– Κατὰ τὰς πληροφορίας ἐκ τῶν ἁρμοδίων κύκλων, τὸ ζήτημα ἐξετάζεται ὑπὸ τῶν ἀρμοδίων ὑπηρεσιῶν καὶ ἀναμένεται ἡ λῆψις <box>801 410 977 452</box>
article-filler: ΑΘΗΝΑΙ, 4. (Ἀσ. Πρέσ).– Κατὰ τὰς πληροφορίας ἐκ τῶν ἁρμοδίων κύκλων, τὸ ζήτημα ἐξετάζεται ὑπὸ τῶν ἀρμοδίων ὑπηρεσιῶν καὶ ἀναμένεται ἡ λῆψις <box>1367 1311 1556 1353</box>
headline-teachers-africa: ΕΙΔΙΚΑΙ ΑΠΟΣΤΟΛΑΙ ΑΓΓΛΩΝ ΔΙΔΑΣΚΑΛΩΝ ΑΝΤΑΛΛΑΣΟΥΝ ΤΑΣ ΓΝΩΣΕΙΣ ΤΩΝ ΜΕ ΣΥΝΑΔΕΛΦΟΥΣ ΤΩΝ ΧΩΡΩΝ ΤΗΣ ΑΦΡΙΚΗΣ <box>1189 683 1538 770</box>
headline-tshombe: Ο ΤΣΟΜΠΕ ΘΑ ΕΚΛΙΠΑΡΗΣΗ ΕΙΣ ΑΔΔΙΣ ΑΜΠΕΜΠΑ ΟΠΩΣ ΟΙ ΑΦΡΙΚΑΝΟΙ ΗΓΕΤΑΙ ΑΝΑΓΝΩΡΙΣΟΥΝ ΟΤΙ ΑΓΩΝΙΖΕΤΑΙ ΔΙΑ ΤΗΝ ΕΝΟΤΗΤΑ ΤΟΥ ΚΟΓΚΟ <box>16 720 415 828</box>
subhead-status-quo: ΤΑ ΠΑΝΤΑ ΘΑ ΕΞΑΡΤΗΘΟΥΝ ΑΠΟ ΤΑ ΑΠΟΤΕΛΕΣΜΑΤΑ ΤΩΝ ΣΥΝΟΜΙΛΙΩΝ.– ΕΜΜΕΣΟΣ ΑΝΑΓΝΩΡΙΣΙΣ ΤΟΥ ΣΤΑΤΟΥΣ ΚΒΟ <box>1182 161 1544 209</box>
article-filler: ΑΘΗΝΑΙ, 4. (Ἀσ. Πρέσ).– Κατὰ τὰς πληροφορίας ἐκ τῶν ἁρμοδίων κύκλων, τὸ ζήτημα ἐξετάζεται ὑπὸ τῶν ἀρμοδίων ὑπηρεσιῶν καὶ ἀναμένεται ἡ λῆψις ἀποφάσεων ἐντὸς τῶν προσεχῶν ἡμερῶν. Αἱ διαπραγματεύσεις συνεχίζονται μὲ ἰδιαιτέραν ἔντασιν, ἐνῷ οἱ ἐκπρόσωποι τῶν ἐνδιαφερομένων μερῶν ἐπανέρχονται εἰς τὰς προτάσεις των. Ἐκ τῶν μέχρι τοῦδε στοιχείων προκύπτει ὅτι ἡ κατάστασις παραμένει ἀμετάβλητος, ἐπιφυλασσομένης πάσης περαιτέρω ἐνεργείας. ΑΘΗΝΑΙ, 4. (Ἀσ. Πρέσ).– Κατὰ τὰς πληροφορίας ἐκ τῶν ἁρμοδίων κύκλων, τὸ ζήτημα ἐξετάζεται ὑπὸ τῶν ἀρμοδίων ὑπηρεσιῶν καὶ ἀναμένεται ἡ λῆψις ἀποφάσεων ἐντὸς τῶν προσεχῶν ἡμερῶν. Αἱ διαπραγματεύσεις συνεχίζονται μὲ ἰδιαιτέραν ἔντασιν, ἐνῷ οἱ ἐκπρόσωποι <box>219 832 418 1016</box>
article-filler: ΑΘΗΝΑΙ, 4. (Ἀσ. Πρέσ).– Κατὰ τὰς πληροφορίας ἐκ τῶν ἁρμοδίων κύκλων, τὸ ζήτημα ἐξετάζεται ὑπὸ τῶν ἀρμοδίων ὑπηρεσιῶν καὶ ἀναμένεται ἡ λῆψις ἀποφάσεων ἐντὸς τῶν προσεχῶν ἡμερῶν. Αἱ διαπραγματεύσεις συνεχίζονται μὲ ἰδιαιτέραν ἔντασιν, ἐνῷ οἱ ἐκπρόσωποι τῶν ἐνδιαφερομένων μερῶν ἐπανέρχονται εἰς τὰς προτάσεις των. Ἐκ <box>429 410 611 502</box>
article-filler: ΑΘΗΝΑΙ, 4. (Ἀσ. Πρέσ).– Κατὰ τὰς πληροφορίας ἐκ τῶν ἁρμοδίων κύκλων, τὸ ζήτημα ἐξετάζεται ὑπὸ τῶν ἀρμοδίων ὑπηρεσιῶν καὶ ἀναμένεται ἡ λῆψις ἀποφάσεων ἐντὸς τῶν προσεχῶν <box>617 387 794 438</box>
article-filler: ΑΘΗΝΑΙ, 4. (Ἀσ. Πρέσ).– Κατὰ τὰς πληροφορίας ἐκ τῶν ἁρμοδίων κύκλων, τὸ ζήτημα ἐξετάζεται ὑπὸ τῶν ἀρμοδίων ὑπηρεσιῶν καὶ ἀναμένεται ἡ λῆψις ἀποφάσεων ἐντὸς τῶν προσεχῶν ἡμερῶν. Αἱ <box>12 228 212 280</box>
article-filler: ΑΘΗΝΑΙ, 4. (Ἀσ. Πρέσ).– Κατὰ τὰς πληροφορίας ἐκ τῶν ἁρμοδίων κύκλων, τὸ ζήτημα ἐξετάζεται ὑπὸ τῶν ἀρμοδίων ὑπηρεσιῶν καὶ ἀναμένεται ἡ λῆψις ἀποφάσεων ἐντὸς τῶν προσεχῶν ἡμερῶν. <box>1367 1244 1556 1296</box>
subhead-geneva-talks: ΕΠΙ ΤΩΝ ΣΥΝΟΜΙΛΙΩΝ ΤΟΥ ΕΙΣ ΤΗΝ ΓΕΝΕΥΗΝ <box>534 216 1054 240</box>
section-appeal: ΚΡΙΣΙΣ Η ΕΚΚΛΗΣΙΣ <box>1020 377 1124 388</box>
article-filler: ΑΘΗΝΑΙ, 4. (Ἀσ. Πρέσ).– Κατὰ τὰς πληροφορίας ἐκ τῶν ἁρμοδίων κύκλων, τὸ ζήτημα ἐξετάζεται ὑπὸ τῶν ἀρμοδίων ὑπηρεσιῶν καὶ ἀναμένεται ἡ λῆψις ἀποφάσεων ἐντὸς τῶν προσεχῶν <box>617 1007 792 1059</box>
subhead-johnson-briefing: ΘΑ ΚΑΤΑΤΟΠΙΣΗ ΤΟΝ ΠΡΟΕΔΡΟΝ ΤΖΟΝΣΟΝ <box>543 192 1046 217</box>
section-other-announcements: ΑΛΛΑΙ ΑΝΑΚΟΙΝΩΣΕΙΣ <box>52 1222 171 1233</box>
section-treaties: ΑΙ ΣΥΝΘΗΚΑΙ ΙΣΧΥΟΥΝ <box>645 441 766 452</box>
article-filler: ΑΘΗΝΑΙ, 4. (Ἀσ. Πρέσ).– Κατὰ τὰς πληροφορίας ἐκ τῶν ἁρμοδίων κύκλων, τὸ ζήτημα ἐξετάζεται ὑπὸ τῶν ἀρμοδίων ὑπηρεσιῶν καὶ ἀναμένεται ἡ λῆψις ἀποφάσεων ἐντὸς τῶν προσεχῶν ἡμερῶν. Αἱ διαπραγματεύσεις συνεχίζονται μὲ ἰδιαιτέραν ἔντασιν, ἐνῷ οἱ ἐκπρόσωποι τῶν ἐνδιαφερομένων μερῶν ἐπανέρχονται εἰς τὰς προτάσεις των. Ἐκ τῶν μέχρι τοῦδε στοιχείων προκύπτει ὅτι ἡ κατάστασις παραμένει ἀμετάβλητος, ἐπιφυλασσομένης πάσης περαιτέρω ἐνεργείας. ΑΘΗΝΑΙ, 4. (Ἀσ. Πρέσ).– Κατὰ τὰς πληροφορίας ἐκ τῶν ἁρμοδίων κύκλων, τὸ ζήτημα ἐξετάζεται <box>1170 212 1359 356</box>
article-filler: ΑΘΗΝΑΙ, 4. (Ἀσ. Πρέσ).– Κατὰ τὰς πληροφορίας ἐκ τῶν ἁρμοδίων κύκλων, τὸ ζήτημα ἐξετάζεται ὑπὸ τῶν ἀρμοδίων ὑπηρεσιῶν καὶ ἀναμένεται ἡ λῆψις ἀποφάσεων ἐντὸς τῶν προσεχῶν <box>801 686 977 737</box>
section-announcements: ΕΞΗΛΑΟΙΝΩΣΕΙΣ <box>1028 607 1115 617</box>
article-filler: ΑΘΗΝΑΙ, 4. (Ἀσ. Πρέσ).– Κατὰ τὰς πληροφορίας ἐκ τῶν ἁρμοδίων κύκλων, τὸ ζήτημα ἐξετάζεται ὑπὸ τῶν ἀρμοδίων ὑπηρεσιῶν καὶ ἀναμένεται ἡ λῆψις <box>981 878 1159 919</box>
section-rocket: ΕΞΕΡΡΑΓΗ ΡΟΥΚΕΤΤΑ <box>648 607 762 617</box>
section-acquittal: ΑΘΩΩΣΙΣ ΔΙΑ ΤΟΝ ΚΑΤΗΓΟΡΟΝ <box>622 765 789 776</box>
article-filler: ΑΘΗΝΑΙ, 4. (Ἀσ. Πρέσ).– Κατὰ τὰς πληροφορίας ἐκ τῶν ἁρμοδίων κύκλων, τὸ ζήτημα ἐξετάζεται ὑπὸ τῶν ἀρμοδίων ὑπηρεσιῶν καὶ ἀναμένεται ἡ λῆψις <box>981 1085 1159 1127</box>
section-investigator: ΤΟΥΡΚΟΙ ΕΙΣ ΤΟΝ ΑΝΑΚΡΙΤΗΝ <box>625 719 786 730</box>
headline-war-warning: Ἀνὰ πᾶσαν στιγμὴν δύναται νὰ ἐκραγῇ πόλεμος μεταξὺ Ἑλλάδος - Τουρκίας ἐδήλωσεν εἰς Οὐάσιγκτων ὁ Ἀτσεσον <box>429 18 1159 189</box>
article-filler: ΑΘΗΝΑΙ, 4. (Ἀσ. Πρέσ).– Κατὰ τὰς πληροφορίας ἐκ τῶν ἁρμοδίων κύκλων, τὸ ζήτημα ἐξετάζεται ὑπὸ τῶν ἀρμοδίων ὑπηρεσιῶν καὶ ἀναμένεται ἡ λῆψις ἀποφάσεων ἐντὸς τῶν προσεχῶν ἡμερῶν. Αἱ διαπραγματεύσεις συνεχίζονται μὲ ἰδιαιτέραν ἔντασιν, ἐνῷ οἱ ἐκπρόσωποι <box>429 1105 611 1177</box>
